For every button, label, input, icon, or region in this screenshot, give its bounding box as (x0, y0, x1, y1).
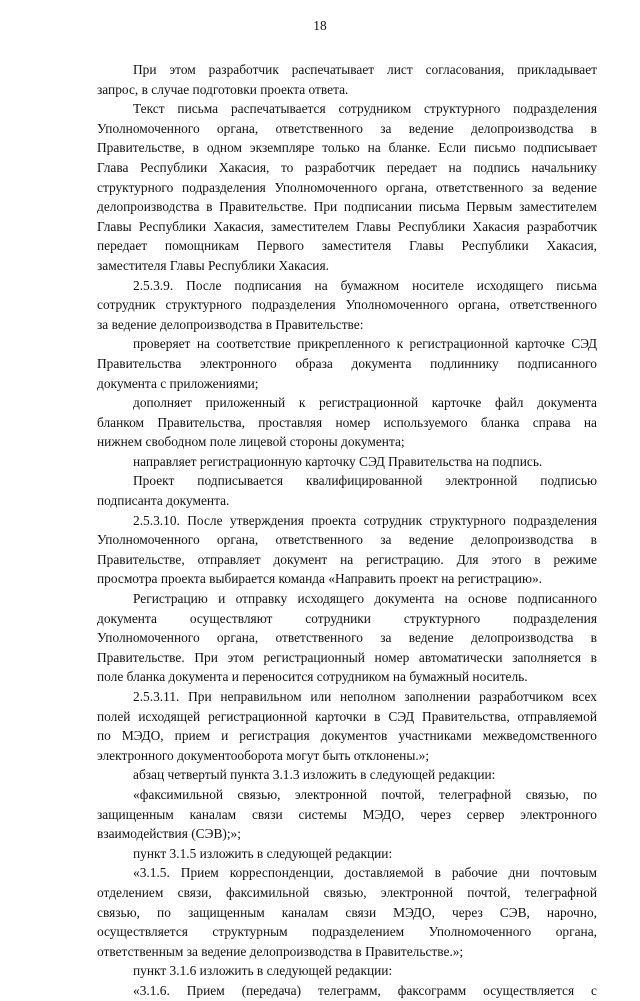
text-line: нижнем свободном поле лицевой стороны документа; (97, 434, 405, 450)
text-line: «факсимильной связью, электронной почтой, телеграфной связью, по (133, 786, 597, 802)
text-line: Глава Республики Хакасия, то разработчик передает на подпись начальнику (97, 159, 597, 175)
text-line: защищенным каналам связи системы МЭДО, через сервер электронного (97, 806, 597, 822)
text-line: подписанта документа. (97, 493, 230, 509)
text-line: электронного документооборота могут быть отклонены.»; (97, 747, 430, 763)
text-line: Правительстве. При этом регистрационный номер автоматически заполняется в (97, 649, 597, 665)
text-line: «3.1.6. Прием (передача) телеграмм, факсограмм осуществляется с (133, 982, 597, 998)
text-line: Правительстве, в одном экземпляре только на бланке. Если письмо подписывает (97, 140, 597, 156)
text-line: полей исходящей регистрационной карточки в СЭД Правительства, отправляемой (97, 708, 597, 724)
text-line: Главы Республики Хакасия, заместителем Главы Республики Хакасия разработчик (97, 218, 597, 234)
text-line: «3.1.5. Прием корреспонденции, доставляемой в рабочие дни почтовым (133, 865, 597, 881)
text-line: направляет регистрационную карточку СЭД Правительства на подпись. (133, 453, 543, 469)
text-line: взаимодействия (СЭВ);»; (97, 826, 241, 842)
text-line: Регистрацию и отправку исходящего документа на основе подписанного (133, 591, 597, 607)
text-line: Уполномоченного органа, ответственного за ведение делопроизводства в (97, 532, 597, 548)
page-number: 18 (313, 18, 327, 33)
text-line: поле бланка документа и переносится сотрудником на бумажный носитель. (97, 669, 528, 685)
text-line: дополняет приложенный к регистрационной карточке файл документа (133, 395, 597, 411)
text-line: 2.5.3.9. После подписания на бумажном носителе исходящего письма (133, 277, 597, 293)
text-line: просмотра проекта выбирается команда «Направить проект на регистрацию». (97, 571, 542, 587)
text-line: пункт 3.1.5 изложить в следующей редакции: (133, 845, 393, 861)
text-line: 2.5.3.11. При неправильном или неполном заполнении разработчиком всех (133, 689, 597, 704)
text-line: 2.5.3.10. После утверждения проекта сотрудник структурного подразделения (133, 512, 597, 528)
text-line: осуществляется структурным подразделением Уполномоченного органа, (97, 924, 597, 940)
text-line: пункт 3.1.6 изложить в следующей редакции: (133, 963, 393, 979)
text-line: Проект подписывается квалифицированной электронной подписью (133, 473, 597, 489)
text-line: бланком Правительства, проставляя номер используемого бланка справа на (97, 414, 597, 430)
text-line: передает помощникам Первого заместителя Главы Республики Хакасия, (97, 238, 597, 254)
text-line: Уполномоченного органа, ответственного за ведение делопроизводства в (97, 120, 597, 136)
text-line: структурного подразделения Уполномоченного органа, ответственного за ведение (97, 179, 597, 195)
text-line: При этом разработчик распечатывает лист согласования, прикладывает (133, 62, 597, 77)
text-line: запрос, в случае подготовки проекта ответа. (97, 81, 349, 97)
text-line: документа осуществляют сотрудники структурного подразделения (97, 610, 597, 626)
text-line: отделением связи, факсимильной связью, электронной почтой, телеграфной (97, 884, 597, 900)
text-line: связью, по защищенным каналам связи МЭДО, через СЭВ, нарочно, (97, 904, 597, 920)
text-line: делопроизводства в Правительстве. При подписании письма Первым заместителем (97, 199, 597, 215)
text-line: Уполномоченного органа, ответственного за ведение делопроизводства в (97, 630, 597, 646)
text-line: проверяет на соответствие прикрепленного к регистрационной карточке СЭД (133, 336, 597, 352)
text-line: сотрудник структурного подразделения Уполномоченного органа, ответственного (97, 297, 597, 313)
text-line: ответственным за ведение делопроизводства в Правительстве.»; (97, 943, 464, 959)
document-body (97, 60, 597, 1001)
text-line: Правительства электронного образа документа подлиннику подписанного (97, 355, 597, 371)
text-line: заместителя Главы Республики Хакасия. (97, 257, 329, 273)
text-line: документа с приложениями; (97, 375, 259, 391)
text-line: Текст письма распечатывается сотрудником структурного подразделения (133, 101, 597, 117)
text-line: за ведение делопроизводства в Правительстве: (97, 316, 364, 332)
text-line: Правительстве, отправляет документ на регистрацию. Для этого в режиме (97, 551, 597, 567)
text-line: по МЭДО, прием и регистрация документов участниками межведомственного (97, 728, 597, 744)
text-line: абзац четвертый пункта 3.1.3 изложить в следующей редакции: (133, 767, 496, 783)
